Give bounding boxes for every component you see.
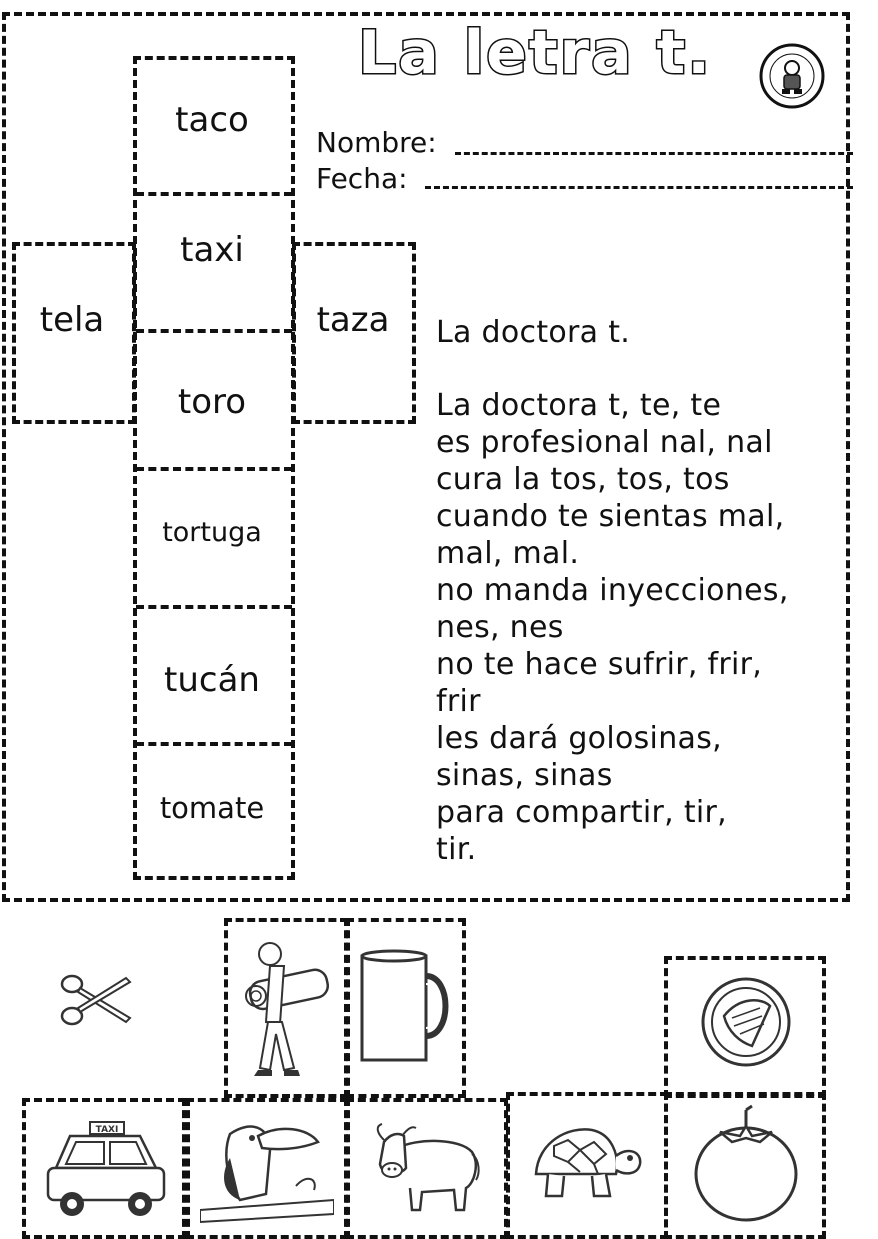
nombre-line[interactable] [455, 152, 853, 155]
poem-line: sinas, sinas [436, 758, 613, 793]
fecha-line[interactable] [425, 186, 853, 189]
poem-line: no te hace sufrir, frir, [436, 647, 763, 682]
divider [136, 329, 292, 333]
word-tela: tela [39, 300, 105, 340]
poem-line: cura la tos, tos, tos [436, 462, 730, 497]
divider [136, 467, 292, 471]
page-title: La letra t. [358, 18, 712, 88]
poem-line: no manda inyecciones, [436, 573, 789, 608]
word-tucan: tucán [164, 660, 260, 700]
poem-line: es profesional nal, nal [436, 425, 773, 460]
poem-title: La doctora t. [436, 315, 631, 350]
bull-picture [370, 1118, 482, 1218]
fecha-label: Fecha: [316, 162, 408, 195]
divider [136, 605, 292, 609]
svg-text:TAXI: TAXI [95, 1125, 119, 1135]
word-tomate: tomate [159, 791, 265, 825]
tomato-picture [690, 1102, 802, 1226]
divider [136, 742, 292, 746]
word-toro: toro [177, 382, 247, 422]
poem-line: nes, nes [436, 610, 564, 645]
toucan-picture [200, 1114, 334, 1224]
poem-line: les dará golosinas, [436, 721, 722, 756]
poem-line: tir. [436, 832, 477, 867]
word-tortuga: tortuga [162, 516, 262, 548]
poem-line: para compartir, tir, [436, 795, 727, 830]
poem-line: cuando te sientas mal, [436, 499, 785, 534]
poem-line: frir [436, 684, 481, 719]
poem-line: mal, mal. [436, 536, 580, 571]
creaciones-gus-logo [758, 42, 826, 110]
taco-plate-picture [700, 976, 792, 1068]
word-taco: taco [175, 100, 249, 140]
poem-line: La doctora t, te, te [436, 388, 722, 423]
word-taza: taza [316, 300, 390, 340]
nombre-label: Nombre: [316, 126, 437, 159]
mug-picture [356, 946, 456, 1066]
scissors-icon [58, 970, 134, 1030]
taxi-picture [42, 1118, 170, 1222]
word-taxi: taxi [180, 230, 244, 270]
divider [136, 192, 292, 196]
man-carrying-rug-picture [236, 930, 336, 1088]
turtle-picture [528, 1116, 646, 1212]
